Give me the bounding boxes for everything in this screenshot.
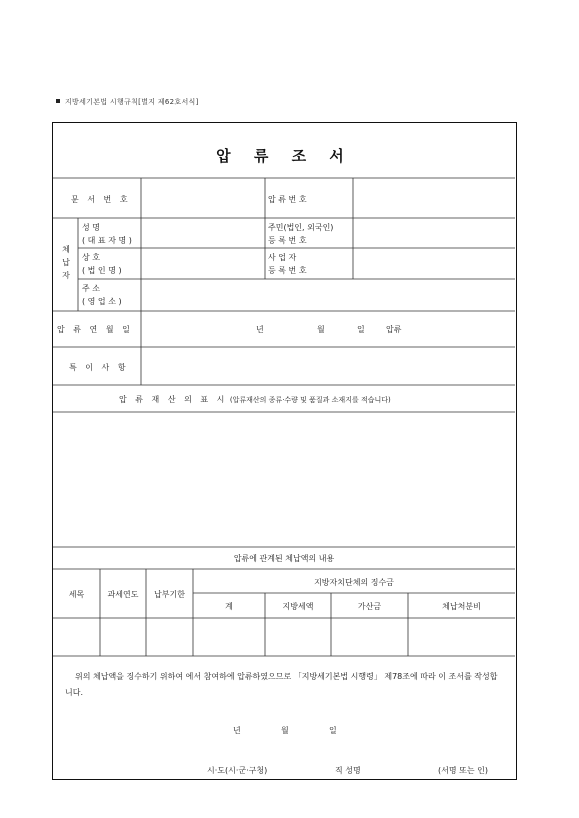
trade-name-label: 상 호 xyxy=(82,253,100,262)
sign-day: 일 xyxy=(329,726,337,735)
biz-no-label-2: 등 록 번 호 xyxy=(268,266,307,275)
property-header-note: (압류재산의 종류·수량 및 품질과 소재지를 적습니다) xyxy=(229,396,391,404)
date-day: 일 xyxy=(357,325,365,334)
id-no-label-2: 등 록 번 호 xyxy=(268,236,307,245)
statement-text: 위의 체납액을 징수하기 위하여 에서 참여하에 압류하였으므로 「지방세기본법 시행령」 제78조에 따라 이 조서를 작성합니다. xyxy=(65,672,498,697)
seizure-no-label: 압 류 번 호 xyxy=(268,195,307,204)
sign-seal: (서명 또는 인) xyxy=(438,766,488,775)
date-suffix: 압류 xyxy=(386,325,402,334)
sign-position: 직 성명 xyxy=(335,766,361,775)
date-year: 년 xyxy=(256,325,264,334)
rep-label: ( 대 표 자 명 ) xyxy=(82,236,132,245)
taxpayer-label: 체 납 자 xyxy=(62,245,70,280)
name-label: 성 명 xyxy=(82,223,100,232)
col-due-date: 납부기한 xyxy=(154,590,185,599)
address-label: 주 소 xyxy=(82,284,100,293)
form-caption xyxy=(56,97,199,107)
col-local-tax: 지방세액 xyxy=(282,602,314,611)
sign-month: 월 xyxy=(281,726,289,735)
sign-office: 시·도(시·군·구청) xyxy=(207,766,268,775)
caption-text: 지방세기본법 시행규칙[별지 제62호서식] xyxy=(65,98,199,106)
property-header xyxy=(119,394,391,405)
col-group-collections: 지방자치단체의 징수금 xyxy=(314,578,394,587)
col-tax-year: 과세연도 xyxy=(107,590,139,599)
property-header-label: 압 류 재 산 의 표 시 xyxy=(119,395,228,404)
doc-no-label: 문 서 번 호 xyxy=(71,195,131,204)
col-tax-type: 세목 xyxy=(68,590,85,599)
biz-no-label-1: 사 업 자 xyxy=(268,253,297,262)
seizure-report-form xyxy=(52,122,517,780)
form-title: 압 류 조 서 xyxy=(216,147,353,165)
tax-table-title: 압류에 관계된 체납액의 내용 xyxy=(233,554,335,563)
col-surcharge: 가산금 xyxy=(357,602,382,611)
seizure-date-label: 압 류 연 월 일 xyxy=(57,325,133,334)
office-label: ( 영 업 소 ) xyxy=(82,297,122,306)
corp-name-label: ( 법 인 명 ) xyxy=(82,266,122,275)
square-bullet-icon xyxy=(56,99,60,103)
col-total: 계 xyxy=(225,602,233,611)
id-no-label-1: 주민(법인, 외국인) xyxy=(268,223,334,232)
special-label: 특 이 사 항 xyxy=(69,363,129,372)
sign-year: 년 xyxy=(233,726,241,735)
date-month: 월 xyxy=(317,325,325,334)
col-disposition-fee: 체납처분비 xyxy=(442,602,481,611)
